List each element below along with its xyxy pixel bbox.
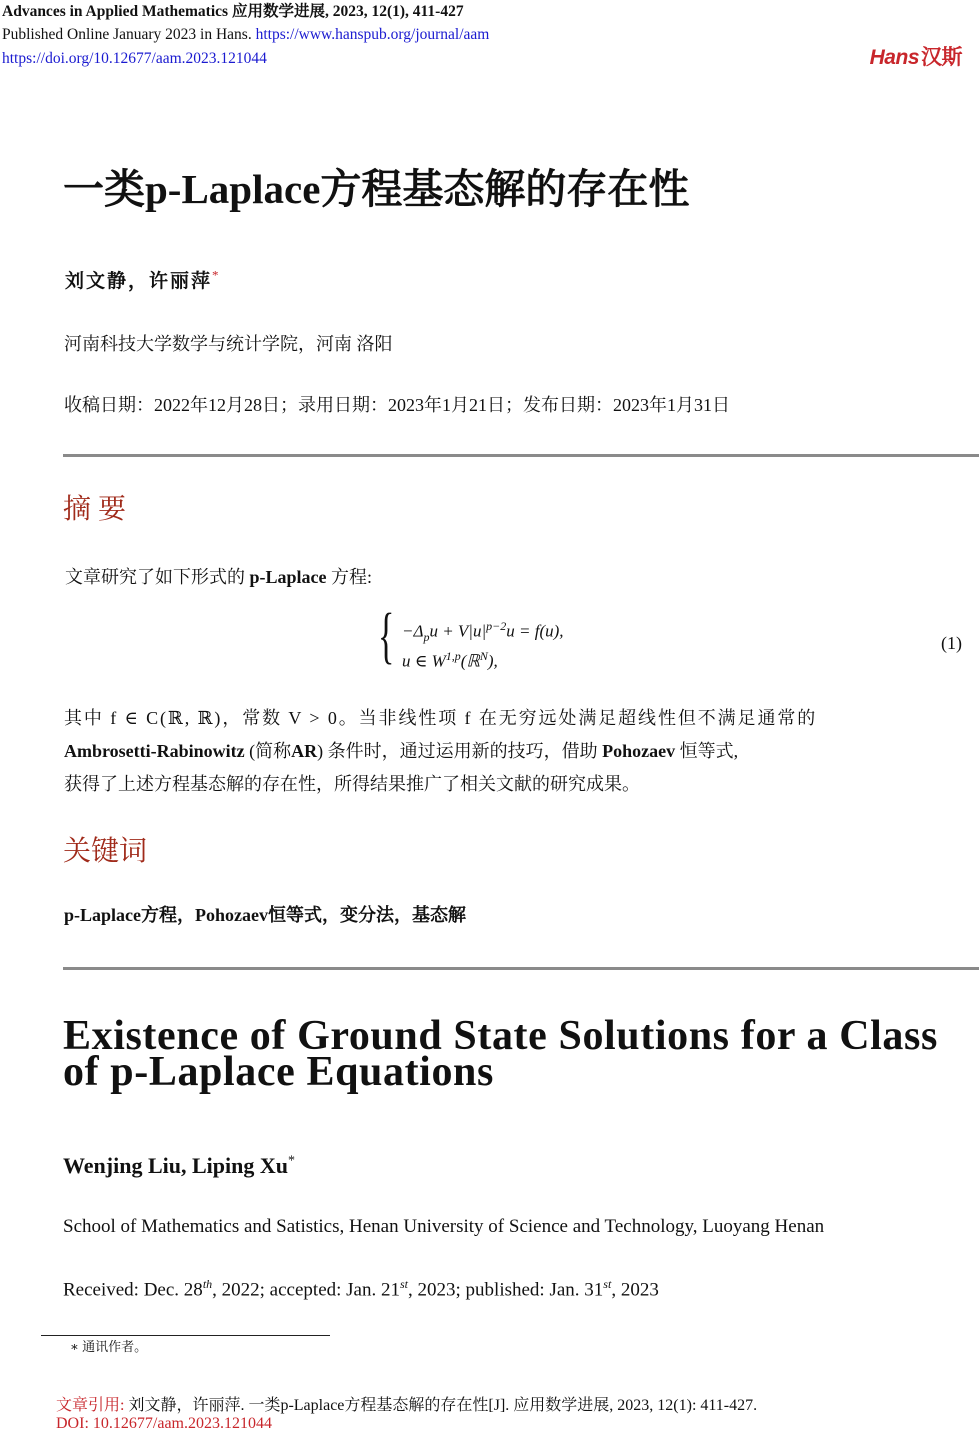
citation-line — [56, 1392, 757, 1415]
abstract-body — [64, 702, 962, 801]
abstract-heading: 摘 要 — [63, 494, 127, 525]
abstract-line-3: 获得了上述方程基态解的存在性，所得结果推广了相关文献的研究成果。 — [64, 774, 640, 794]
citation-doi-line — [56, 1415, 272, 1433]
received-en — [63, 1277, 659, 1301]
authors-cn-names: 刘文静，许丽萍 — [65, 271, 213, 292]
received-d: , 2023 — [611, 1279, 659, 1301]
footnote-mark: ∗ — [70, 1339, 79, 1354]
abstract-intro-pre: 文章研究了如下形式的 — [65, 567, 250, 587]
citation-label: 文章引用: — [56, 1397, 125, 1414]
paper-title-en: Existence of Ground State Solutions for a Class of p-Laplace Equations — [63, 1013, 938, 1095]
abstract-intro-bold: p-Laplace — [249, 567, 327, 587]
received-c-sup: st — [603, 1277, 612, 1291]
eq1-tail: u = f(u), — [506, 621, 564, 641]
corresponding-mark: * — [212, 267, 221, 283]
eq2-a: u ∈ W — [402, 651, 446, 671]
footnote-text: 通讯作者。 — [82, 1339, 148, 1354]
received-b-sup: st — [400, 1277, 409, 1291]
published-text: Published Online January 2023 in Hans. — [2, 26, 252, 43]
authors-cn — [65, 266, 221, 293]
abstract-intro-post: 方程: — [326, 567, 373, 587]
authors-en-mark: * — [287, 1153, 295, 1169]
keywords-text: p-Laplace方程，Pohozaev恒等式，变分法，基态解 — [64, 905, 466, 925]
journal-header — [2, 0, 464, 24]
footnote — [70, 1336, 147, 1355]
eq2-b: (ℝ — [460, 651, 480, 671]
ar-mid: (简称 — [244, 741, 292, 761]
received-c: , 2023; published: Jan. 31 — [408, 1279, 604, 1301]
ar-end: 恒等式, — [675, 741, 739, 761]
logo-latin: Hans — [869, 46, 919, 69]
equation-line-2 — [402, 649, 498, 672]
eq1-sub: p — [423, 630, 430, 645]
equation-brace: { — [378, 602, 395, 670]
eq1-delta: −Δ — [402, 621, 424, 641]
abstract-line-1: 其中 f ∈ C(ℝ, ℝ)，常数 V > 0。当非线性项 f 在无穷远处满足超线性但不满足通常的 — [64, 708, 818, 728]
received-a-sup: th — [202, 1277, 213, 1291]
ar-abbr: AR — [291, 741, 318, 761]
journal-url-link[interactable]: https://www.hanspub.org/journal/aam — [255, 26, 490, 43]
equation-number: (1) — [941, 633, 962, 653]
journal-name-en: Advances in Applied Mathematics — [2, 3, 229, 20]
pohozaev-name: Pohozaev — [602, 741, 676, 761]
divider-top — [63, 454, 979, 457]
doi-url-link[interactable]: https://doi.org/10.12677/aam.2023.121044 — [2, 50, 267, 67]
received-b: , 2022; accepted: Jan. 21 — [212, 1279, 400, 1301]
eq1-rest: u + V|u| — [429, 621, 487, 641]
journal-name-cn: 应用数学进展 — [231, 3, 325, 20]
published-line — [2, 23, 489, 47]
logo-cn: 汉斯 — [921, 46, 962, 69]
hans-logo — [870, 41, 962, 71]
affiliation-en: School of Mathematics and Satistics, Henan University of Science and Technology, Luoyang Henan — [63, 1216, 825, 1237]
keywords-heading: 关键词 — [63, 836, 148, 867]
doi-line — [2, 47, 267, 71]
divider-bottom — [63, 967, 979, 970]
citation-text: 刘文静，许丽萍. 一类p-Laplace方程基态解的存在性[J]. 应用数学进展, 2023, 12(1): 411-427. — [124, 1397, 758, 1414]
authors-en — [63, 1153, 295, 1179]
equation-line-1 — [402, 619, 564, 645]
citation-doi: 10.12677/aam.2023.121044 — [88, 1415, 272, 1432]
journal-issue: , 2023, 12(1), 411-427 — [324, 3, 464, 20]
abstract-intro — [65, 563, 372, 589]
eq2-sup: 1,p — [445, 649, 461, 663]
abstract-line-2 — [64, 735, 962, 768]
eq1-sup: p−2 — [486, 619, 507, 633]
received-a: Received: Dec. 28 — [63, 1279, 203, 1301]
ar-name: Ambrosetti-Rabinowitz — [64, 741, 245, 761]
eq2-c: ), — [487, 651, 498, 671]
ar-rest: ) 条件时，通过运用新的技巧，借助 — [317, 741, 603, 761]
authors-en-names: Wenjing Liu, Liping Xu — [63, 1153, 288, 1178]
dates-cn: 收稿日期：2022年12月28日；录用日期：2023年1月21日；发布日期：2023年1月31日 — [64, 395, 730, 415]
eq2-sup2: N — [479, 649, 488, 663]
paper-title-cn: 一类p-Laplace方程基态解的存在性 — [63, 166, 690, 212]
citation-doi-label: DOI: — [56, 1415, 89, 1432]
affiliation-cn: 河南科技大学数学与统计学院，河南 洛阳 — [64, 334, 393, 354]
